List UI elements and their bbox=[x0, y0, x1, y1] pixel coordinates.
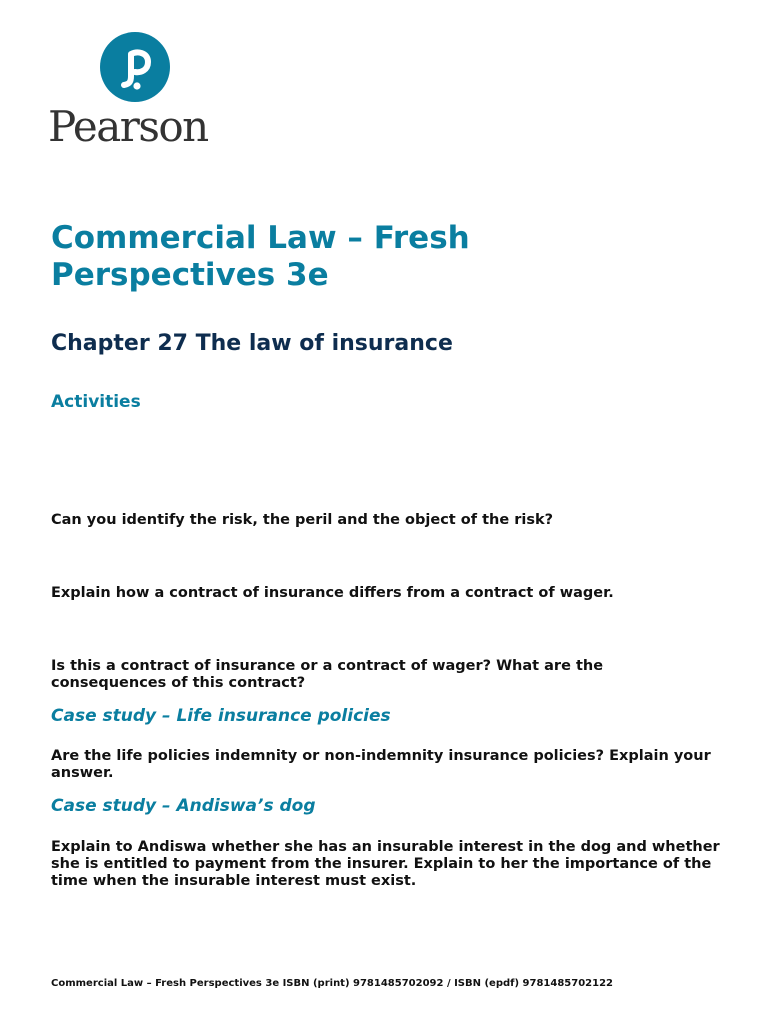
case-study-heading: Case study – Andiswa’s dog bbox=[51, 796, 316, 816]
case-study-question: Are the life policies indemnity or non-indemnity insurance policies? Explain your answer. bbox=[51, 748, 711, 781]
page-footer: Commercial Law – Fresh Perspectives 3e ISBN (print) 9781485702092 / ISBN (epdf) 9781485702122 bbox=[51, 978, 614, 989]
activity-question: Explain how a contract of insurance differs from a contract of wager. bbox=[51, 585, 614, 601]
activities-heading: Activities bbox=[51, 392, 141, 412]
case-study-question: Explain to Andiswa whether she has an insurable interest in the dog and whether she is entitled to payment from the insurer. Explain to her the importance of the time when the insurable interest must exist. bbox=[51, 839, 720, 889]
pearson-logo-icon bbox=[100, 32, 170, 102]
case-study-heading: Case study – Life insurance policies bbox=[51, 706, 391, 726]
activity-question: Is this a contract of insurance or a contract of wager? What are the consequences of this contract? bbox=[51, 658, 604, 691]
pearson-wordmark: Pearson bbox=[48, 102, 208, 151]
activity-question: Can you identify the risk, the peril and the object of the risk? bbox=[51, 512, 554, 528]
chapter-heading: Chapter 27 The law of insurance bbox=[51, 331, 453, 356]
pearson-logo bbox=[48, 30, 226, 154]
document-title: Commercial Law – Fresh Perspectives 3e bbox=[51, 220, 470, 293]
